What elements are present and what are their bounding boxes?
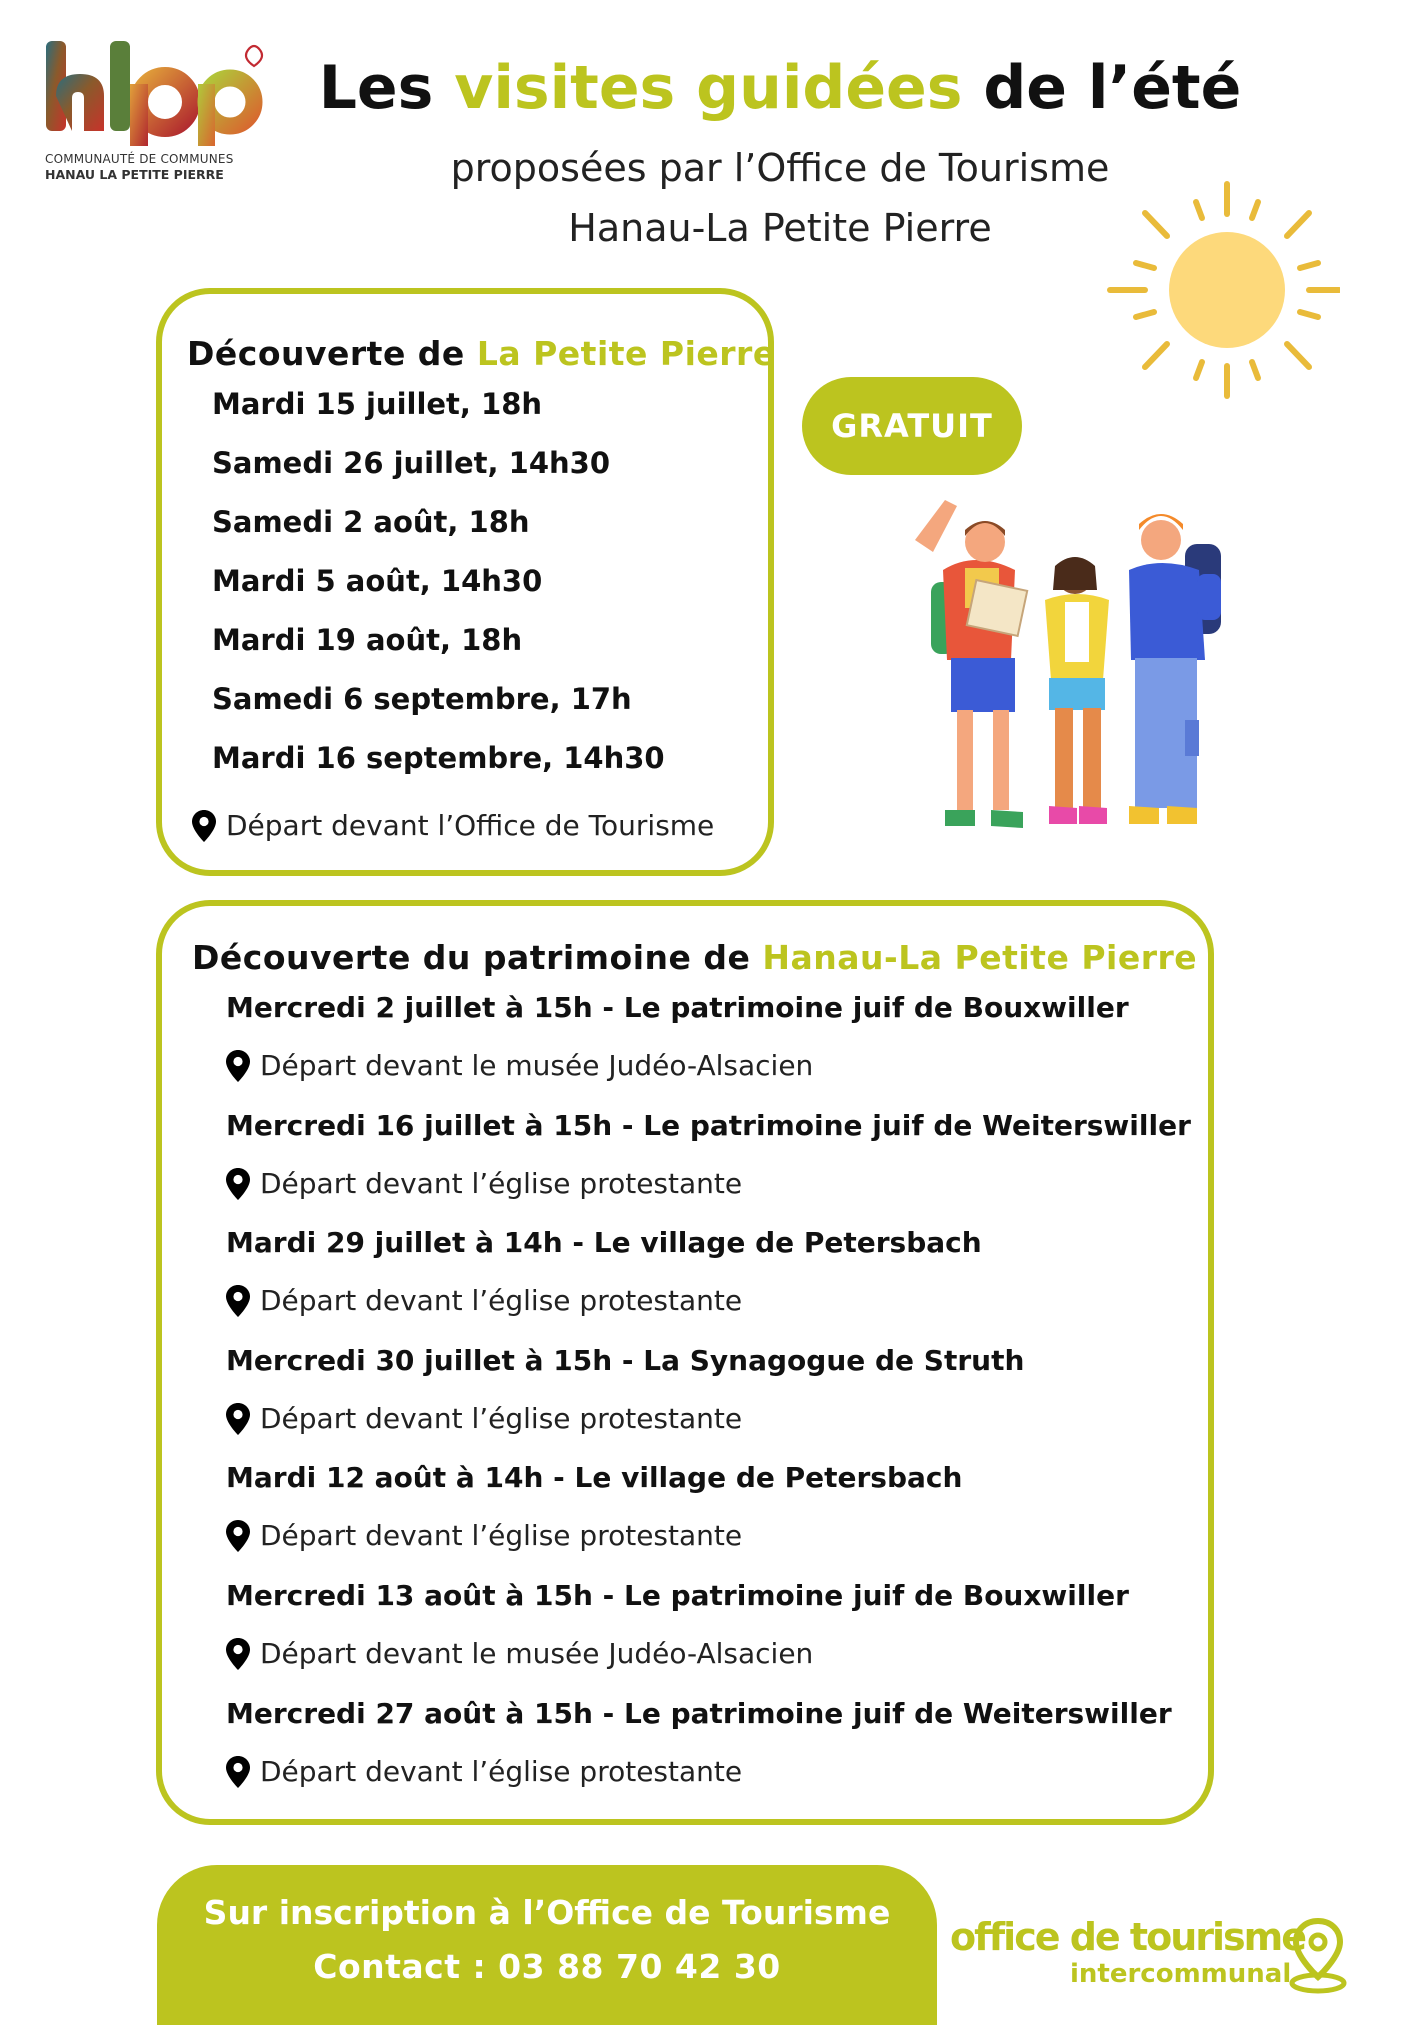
section1-departure bbox=[192, 809, 714, 842]
tour-departure-text: Départ devant l’église protestante bbox=[260, 1754, 743, 1788]
gratuit-badge: GRATUIT bbox=[802, 377, 1022, 475]
section2-title bbox=[192, 938, 1197, 977]
tour-item bbox=[226, 1458, 1191, 1576]
title-pre: Les bbox=[318, 53, 455, 123]
office-logo-subtitle: intercommunal bbox=[1070, 1959, 1292, 1989]
patrimoine-box bbox=[156, 900, 1214, 1825]
tour-departure bbox=[226, 1046, 1191, 1086]
tour-heading: Mercredi 2 juillet à 15h - Le patrimoine juif de Bouxwiller bbox=[226, 991, 1129, 1024]
logo-subtitle-bold: HANAU LA PETITE PIERRE bbox=[45, 167, 224, 182]
tour-list bbox=[226, 988, 1191, 1811]
tour-heading: Mardi 12 août à 14h - Le village de Petersbach bbox=[226, 1461, 963, 1495]
sun-icon bbox=[1090, 170, 1340, 420]
tour-departure-text: Départ devant l’église protestante bbox=[260, 1401, 743, 1435]
map-pin-icon bbox=[226, 1638, 250, 1670]
tour-departure-text: Départ devant le musée Judéo-Alsacien bbox=[260, 1049, 814, 1082]
tour-departure bbox=[226, 1516, 1191, 1556]
section2-title-pre: Découverte du patrimoine de bbox=[192, 938, 763, 977]
tour-departure-text: Départ devant le musée Judéo-Alsacien bbox=[260, 1636, 814, 1670]
tour-item bbox=[226, 1576, 1191, 1694]
date-item: Samedi 26 juillet, 14h30 bbox=[212, 446, 610, 480]
office-tourisme-logo bbox=[950, 1915, 1360, 1995]
registration-footer bbox=[157, 1865, 937, 2025]
tour-departure-text: Départ devant l’église protestante bbox=[260, 1519, 743, 1553]
date-item: Mardi 19 août, 18h bbox=[212, 623, 523, 657]
subtitle-line-1: proposées par l’Office de Tourisme bbox=[450, 146, 1110, 190]
date-item: Mardi 16 septembre, 14h30 bbox=[212, 741, 665, 775]
hlpp-logo-letters bbox=[40, 36, 270, 146]
date-item: Samedi 6 septembre, 17h bbox=[212, 682, 632, 716]
la-petite-pierre-box bbox=[156, 288, 774, 876]
tour-heading: Mercredi 30 juillet à 15h - La Synagogue de Struth bbox=[226, 1343, 1025, 1377]
subtitle-line-2: Hanau-La Petite Pierre bbox=[568, 206, 992, 250]
tour-departure bbox=[226, 1634, 1191, 1674]
tour-heading: Mercredi 16 juillet à 15h - Le patrimoine juif de Weiterswiller bbox=[226, 1108, 1191, 1142]
tour-heading: Mercredi 27 août à 15h - Le patrimoine juif de Weiterswiller bbox=[226, 1696, 1172, 1730]
tour-departure bbox=[226, 1399, 1191, 1439]
section1-title-pre: Découverte de bbox=[187, 334, 477, 373]
logo-subtitle: COMMUNAUTÉ DE COMMUNES bbox=[45, 152, 234, 166]
tour-departure bbox=[226, 1752, 1191, 1792]
tour-departure-text: Départ devant l’église protestante bbox=[260, 1166, 743, 1200]
contact-phone: Contact : 03 88 70 42 30 bbox=[313, 1947, 781, 1986]
tour-item bbox=[226, 1106, 1191, 1224]
map-pin-icon bbox=[226, 1756, 250, 1788]
office-logo-wordmark: office de tourisme bbox=[950, 1915, 1306, 1959]
tour-item bbox=[226, 1223, 1191, 1341]
page-title bbox=[300, 48, 1260, 128]
title-post: de l’été bbox=[962, 53, 1242, 123]
section1-title-accent: La Petite Pierre bbox=[476, 334, 776, 373]
map-pin-icon bbox=[226, 1050, 250, 1082]
map-pin-icon bbox=[226, 1520, 250, 1552]
tour-item bbox=[226, 1341, 1191, 1459]
location-pin-icon bbox=[1287, 1917, 1349, 1995]
section1-departure-text: Départ devant l’Office de Tourisme bbox=[226, 809, 715, 842]
section1-title bbox=[187, 334, 776, 373]
hlpp-logo bbox=[40, 36, 270, 186]
title-accent: visites guidées bbox=[454, 53, 963, 123]
tour-heading: Mercredi 13 août à 15h - Le patrimoine juif de Bouxwiller bbox=[226, 1578, 1129, 1612]
date-item: Samedi 2 août, 18h bbox=[212, 505, 530, 539]
registration-text: Sur inscription à l’Office de Tourisme bbox=[203, 1893, 891, 1932]
tour-departure bbox=[226, 1164, 1191, 1204]
tour-item bbox=[226, 1694, 1191, 1812]
map-pin-icon bbox=[226, 1285, 250, 1317]
date-list bbox=[212, 384, 665, 797]
tour-heading: Mardi 29 juillet à 14h - Le village de Petersbach bbox=[226, 1226, 982, 1260]
tour-departure-text: Départ devant l’église protestante bbox=[260, 1284, 743, 1318]
map-pin-icon bbox=[226, 1168, 250, 1200]
map-pin-icon bbox=[192, 810, 216, 842]
tour-item bbox=[226, 988, 1191, 1106]
hikers-illustration bbox=[905, 490, 1265, 850]
date-item: Mardi 5 août, 14h30 bbox=[212, 564, 543, 598]
section2-title-accent: Hanau-La Petite Pierre bbox=[762, 938, 1198, 977]
map-pin-icon bbox=[226, 1403, 250, 1435]
date-item: Mardi 15 juillet, 18h bbox=[212, 387, 543, 421]
tour-departure bbox=[226, 1281, 1191, 1321]
